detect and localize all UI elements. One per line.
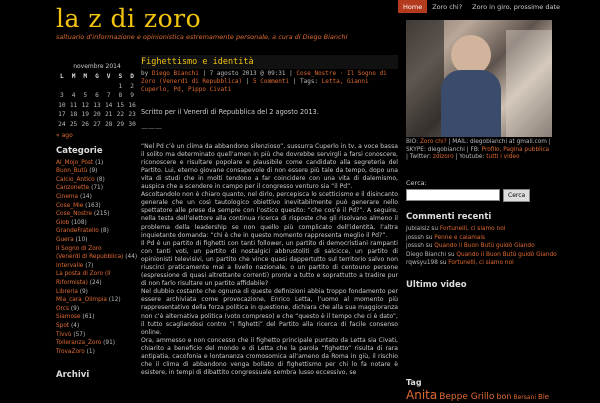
- nav-item-zoro-chi[interactable]: Zoro chi?: [432, 3, 463, 11]
- comment-author: Diego Bianchi: [406, 251, 446, 258]
- comment-author: Jubialsiz: [406, 226, 430, 233]
- category-link[interactable]: Il Sogno di Zoro: [56, 245, 102, 252]
- category-item: [56, 253, 138, 262]
- category-count: (108): [71, 219, 87, 226]
- search-form: [406, 189, 552, 202]
- category-item: [56, 322, 138, 331]
- post-paragraph: Nel dubbio costante che ognuna di queste definizioni abbia troppo fondamento per essere archiviata come provocazione, Enrico Letta, l’uomo al momento più rappresentativo della forza politica in questione, dichiara che alla sua maggioranza non c’è alternativa politica (voto compreso) e che “questo è il tempo che ci è dato”, il tutto scagliandosi contro “i fighetti” del Partito alla ricerca di facile consenso online.: [141, 288, 398, 336]
- category-link[interactable]: Cose_Mie: [56, 202, 84, 209]
- category-count: (215): [93, 211, 110, 218]
- comment-author: josssh: [406, 234, 424, 241]
- post-body: [141, 143, 398, 378]
- category-count: (7): [85, 262, 94, 269]
- comment-post-link[interactable]: Quando il Buon Butù guidò Giando: [434, 243, 535, 250]
- bio-twitter-label: | Twitter:: [406, 154, 432, 160]
- calendar-day: 21: [104, 111, 113, 119]
- category-count: (44): [125, 254, 138, 261]
- category-count: (8): [96, 176, 105, 183]
- calendar-week-row: [56, 111, 138, 121]
- category-item: [56, 184, 138, 193]
- nav-item-zoro-in-giro[interactable]: Zoro in giro, prossime date: [472, 3, 560, 11]
- category-item: [56, 159, 138, 168]
- tags-title: Tag: [406, 378, 422, 387]
- category-item: [56, 219, 138, 228]
- calendar-day: 23: [128, 111, 136, 119]
- calendar-day: 9: [130, 92, 134, 100]
- post-paragraph: Ascoltandolo non è chiaro quanto, nel dirlo, percepisca lo scetticismo e il disincanto generale che un così tautologico obiettivo inevitabilmente può generare nello spettatore alle prese da sempre con l’ostico quesito: “che cos’è il Pd?”. A seguire, nella testa dell’elettore alla continua ricerca di risposte che gli risolvano almeno il problema della leadership se non quello più complicato dell’identità, l’altra inquietante domanda: “chi è che in questo momento rappresenta meglio il Pd?”.: [141, 191, 398, 239]
- comment-su: su: [425, 243, 433, 250]
- calendar-day-header: D: [130, 73, 134, 81]
- comment-author: josssh: [406, 243, 424, 250]
- calendar-day: 19: [81, 111, 89, 119]
- post: [141, 55, 398, 377]
- bio-prefix: BIO:: [406, 139, 419, 145]
- category-link[interactable]: Cose_Nostre: [56, 211, 93, 218]
- site-title[interactable]: la z di zoro: [56, 4, 202, 33]
- tag-cloud: [406, 388, 551, 403]
- calendar-day: 13: [93, 101, 101, 109]
- top-navigation: [398, 0, 565, 13]
- meta-by: by: [141, 69, 149, 77]
- category-item: [56, 288, 138, 297]
- bio-twitter-link[interactable]: zdizoro: [432, 154, 454, 160]
- category-item: [56, 227, 138, 236]
- comment-su: su: [447, 251, 455, 258]
- meta-separator: |: [245, 77, 254, 85]
- calendar-day: 10: [58, 101, 66, 109]
- recent-comment: [406, 234, 552, 243]
- categories-list: [56, 159, 138, 357]
- calendar-day: 12: [81, 101, 89, 109]
- calendar-day: 20: [93, 111, 101, 119]
- tag-link[interactable]: Beppe Grillo: [439, 392, 495, 402]
- calendar-day: [68, 82, 80, 92]
- meta-tags-label: | Tags:: [292, 77, 319, 85]
- calendar-day-header: V: [106, 73, 111, 81]
- category-count: (9): [70, 305, 80, 312]
- category-count: (1): [86, 348, 95, 355]
- recent-comment: [406, 251, 557, 260]
- recent-comment: [406, 225, 552, 234]
- tag-link[interactable]: Anita: [406, 388, 438, 402]
- calendar-day: 17: [58, 111, 66, 119]
- bio-youtube-link[interactable]: tutti i video: [486, 154, 520, 160]
- calendar-day: 25: [69, 120, 78, 128]
- comment-post-link[interactable]: Fortunelli, ci siamo noi: [439, 226, 506, 233]
- calendar-title: novembre 2014: [73, 63, 121, 70]
- category-count: (10): [75, 236, 88, 243]
- meta-tags-links[interactable]: Letta, Gianni Cuperlo, Pd, Pippo Civati: [141, 77, 369, 93]
- category-item: [56, 202, 138, 211]
- category-count: (61): [82, 314, 95, 321]
- category-link[interactable]: Calcio_Antico: [56, 176, 95, 183]
- comment-post-link[interactable]: Penne e calamais: [434, 234, 486, 241]
- search-button[interactable]: Cerca: [503, 189, 530, 202]
- category-item: [56, 245, 138, 254]
- category-link[interactable]: La posta di Zoro (Il: [56, 271, 111, 278]
- post-paragraph: “Nel Pd c’è un clima da abbandono silenzioso”, sussurra Cuperlo in tv, a voce bassa il solito ma determinato quell’amen in più che dovrebbe servirgli a farsi conoscere, riconoscere e risultare popolare e plausibile come candidato alla segreteria del Partito. Lui, eterno giovane consapevole di non essere più tale da tempo, dopo una vita di studi che in molti tendono a far coincidere con una vita di dalemismo, auspica che a scendere in campo per il congresso venturo sia “il Pd”.: [141, 142, 398, 191]
- site-subtitle: saltuario d'informazione e opinionistica estremamente personale, a cura di Diego Bianchi: [56, 33, 348, 41]
- comment-author: rqwsyu198: [406, 260, 438, 267]
- category-link[interactable]: (Venerdì di Repubblica): [56, 254, 124, 261]
- meta-date: | 7 agosto 2013 @ 09:31 |: [202, 69, 293, 77]
- comment-su: su: [439, 260, 447, 267]
- calendar-day: 29: [116, 120, 125, 128]
- calendar-day: 22: [116, 111, 125, 119]
- tag-link[interactable]: bon: [496, 392, 512, 401]
- calendar-day-header: S: [118, 73, 123, 81]
- comment-su: su: [431, 226, 439, 233]
- calendar-day: 2: [130, 82, 134, 90]
- tag-link[interactable]: Ble: [538, 393, 550, 401]
- category-item: [56, 348, 138, 357]
- category-item: [56, 210, 138, 219]
- category-count: (14): [79, 194, 92, 200]
- calendar-day: 30: [128, 120, 136, 128]
- bio-fb-link[interactable]: Profilo, Pagina pubblica: [481, 146, 550, 153]
- calendar-week-row: [56, 82, 138, 92]
- comment-post-link[interactable]: Quando il Buon Butù guidò Giando: [456, 251, 557, 258]
- category-count: (163): [85, 202, 101, 209]
- category-link[interactable]: Riformista): [56, 279, 88, 286]
- category-count: (57): [73, 331, 86, 338]
- category-item: [56, 236, 138, 245]
- category-count: (4): [71, 322, 80, 329]
- calendar-day: 6: [95, 92, 99, 100]
- category-link[interactable]: Buon_Butù: [56, 168, 88, 175]
- post-paragraph: Ora, ammesso e non concesso che il fighetto principale puntato da Letta sia Civati, chiarito a beneficio del mondo e di Letta che la parola “fighetto” risulta di rara antipatia, cacofonia e lontananza cromosomica all’ameno da Roma in giù, il rischio che il clima di abbandono venga bollato di fighettismo per chi lo fa notare è esistere, in tempi di dibattito congressuale sembra lusso eccessivo, se: [141, 336, 398, 377]
- calendar-week-row: [56, 92, 138, 102]
- category-item: [56, 313, 138, 322]
- nav-item-home[interactable]: Home: [398, 0, 427, 13]
- recent-comment: [406, 242, 552, 251]
- search-input[interactable]: [406, 189, 500, 201]
- calendar-day: 5: [83, 92, 88, 100]
- category-link[interactable]: Mia_cara_Olimpia: [56, 297, 107, 304]
- calendar-day: [103, 82, 115, 92]
- recent-comments-title: Commenti recenti: [406, 211, 492, 222]
- category-link[interactable]: Orcs: [56, 305, 70, 312]
- calendar-prev-link[interactable]: « ago: [56, 131, 73, 139]
- calendar-day: [91, 82, 103, 92]
- category-count: (9): [89, 168, 98, 175]
- calendar-day: 28: [104, 120, 113, 128]
- calendar-day-header: M: [83, 73, 88, 81]
- left-sidebar: [56, 63, 138, 383]
- category-item: [56, 262, 138, 271]
- search-label: Cerca:: [406, 178, 427, 187]
- category-link[interactable]: Canzonette: [56, 185, 90, 192]
- category-count: (12): [108, 297, 121, 304]
- category-item: [56, 331, 138, 340]
- category-count: (1): [95, 159, 104, 166]
- category-link[interactable]: Al_Mojo_Post: [56, 159, 94, 166]
- calendar-day: 3: [59, 92, 64, 100]
- post-paragraph: Il Pd è un partito di fighetti con tanti follower, un partito di democristiani rampanti con tanti voti, un partito di nostalgici abbrustoliti di salcicce, un partito di opinionisti televisivi, un partito che vince quasi dappertutto sul territorio salvo non riuscirci praticamente mai a livello nazionale, o un partito di centouno persone (espressione di quasi altrettante correnti) pronte a tutto e soprattutto a tradire pur di non farlo risultare un partito affidabile?: [141, 239, 398, 288]
- calendar-week-row: [56, 120, 138, 130]
- category-item: [56, 193, 138, 202]
- calendar-day: 15: [116, 101, 125, 109]
- category-link[interactable]: Siamose: [56, 314, 81, 321]
- post-title[interactable]: Fighettismo e identità: [141, 55, 398, 69]
- category-link[interactable]: GrandeFratello: [56, 228, 99, 235]
- calendar-day: 16: [128, 101, 136, 109]
- category-item: [56, 296, 138, 305]
- calendar-day-header: L: [59, 73, 64, 81]
- calendar-day: 1: [118, 82, 123, 90]
- calendar-day: 4: [71, 92, 76, 100]
- category-link[interactable]: Spot: [56, 322, 70, 329]
- category-count: (71): [91, 185, 103, 192]
- category-link[interactable]: Intervalle: [56, 262, 84, 269]
- category-link[interactable]: TrovaZoro: [56, 348, 85, 355]
- category-link[interactable]: Glob: [56, 219, 70, 226]
- recent-comments-list: [406, 225, 557, 268]
- category-count: (8): [100, 228, 109, 235]
- category-link[interactable]: Cinema: [56, 194, 79, 200]
- bio-mail: | MAIL: diegobianchi at gmail.com: [448, 139, 547, 145]
- calendar-day: 8: [118, 92, 123, 100]
- comment-su: su: [425, 234, 433, 241]
- bio-skype: | SKYPE: diegobianchi | FB:: [406, 139, 551, 153]
- bio-block: [406, 139, 552, 162]
- category-link[interactable]: Tivvù: [56, 331, 72, 338]
- archive-title: Archivi: [56, 370, 90, 381]
- tag-link[interactable]: Bersani: [513, 394, 537, 401]
- category-item: [56, 176, 138, 185]
- calendar-day: 24: [58, 120, 66, 128]
- meta-category-link[interactable]: Cose_Nostre · Il Sogno di Zoro (Venerdì di Repubblica): [141, 69, 387, 85]
- calendar-day: [79, 82, 91, 92]
- calendar-day-header: G: [95, 73, 99, 81]
- category-item: [56, 279, 138, 288]
- post-meta: [141, 70, 398, 94]
- calendar-day: 27: [93, 120, 101, 128]
- meta-comments-link[interactable]: 5 Commenti: [253, 77, 290, 85]
- author-photo: [406, 20, 552, 137]
- calendar: [56, 73, 138, 130]
- comment-post-link[interactable]: Fortunelli, ci siamo noi: [448, 260, 514, 267]
- category-count: (9): [79, 288, 88, 295]
- category-item: [56, 167, 138, 176]
- category-count: (24): [89, 279, 102, 286]
- post-divider: ———: [141, 123, 162, 132]
- category-item: [56, 270, 138, 279]
- meta-author-link[interactable]: Diego Bianchi: [151, 69, 199, 77]
- bio-link[interactable]: Zoro chi?: [419, 139, 447, 145]
- right-sidebar: [406, 20, 557, 293]
- calendar-day: 14: [104, 101, 113, 109]
- category-link[interactable]: Guera: [56, 236, 74, 243]
- calendar-day: 26: [81, 120, 89, 128]
- latest-video-title: Ultimo video: [406, 279, 467, 290]
- category-item: [56, 305, 138, 314]
- recent-comment: [406, 259, 552, 268]
- categories-title: Categorie: [56, 146, 103, 156]
- calendar-day: [56, 82, 68, 92]
- calendar-day: 7: [106, 92, 111, 100]
- calendar-day: 18: [69, 111, 78, 119]
- calendar-day-header: M: [71, 73, 76, 81]
- calendar-week-row: [56, 101, 138, 111]
- bio-youtube-label: | Youtube:: [455, 154, 485, 160]
- post-intro: Scritto per il Venerdì di Repubblica del 2 agosto 2013.: [141, 107, 319, 116]
- category-count: (91): [103, 340, 116, 347]
- category-link[interactable]: Libreria: [56, 288, 78, 295]
- calendar-day: 11: [69, 101, 78, 109]
- category-link[interactable]: Tolleranza_Zoro: [56, 340, 102, 347]
- category-item: [56, 339, 138, 348]
